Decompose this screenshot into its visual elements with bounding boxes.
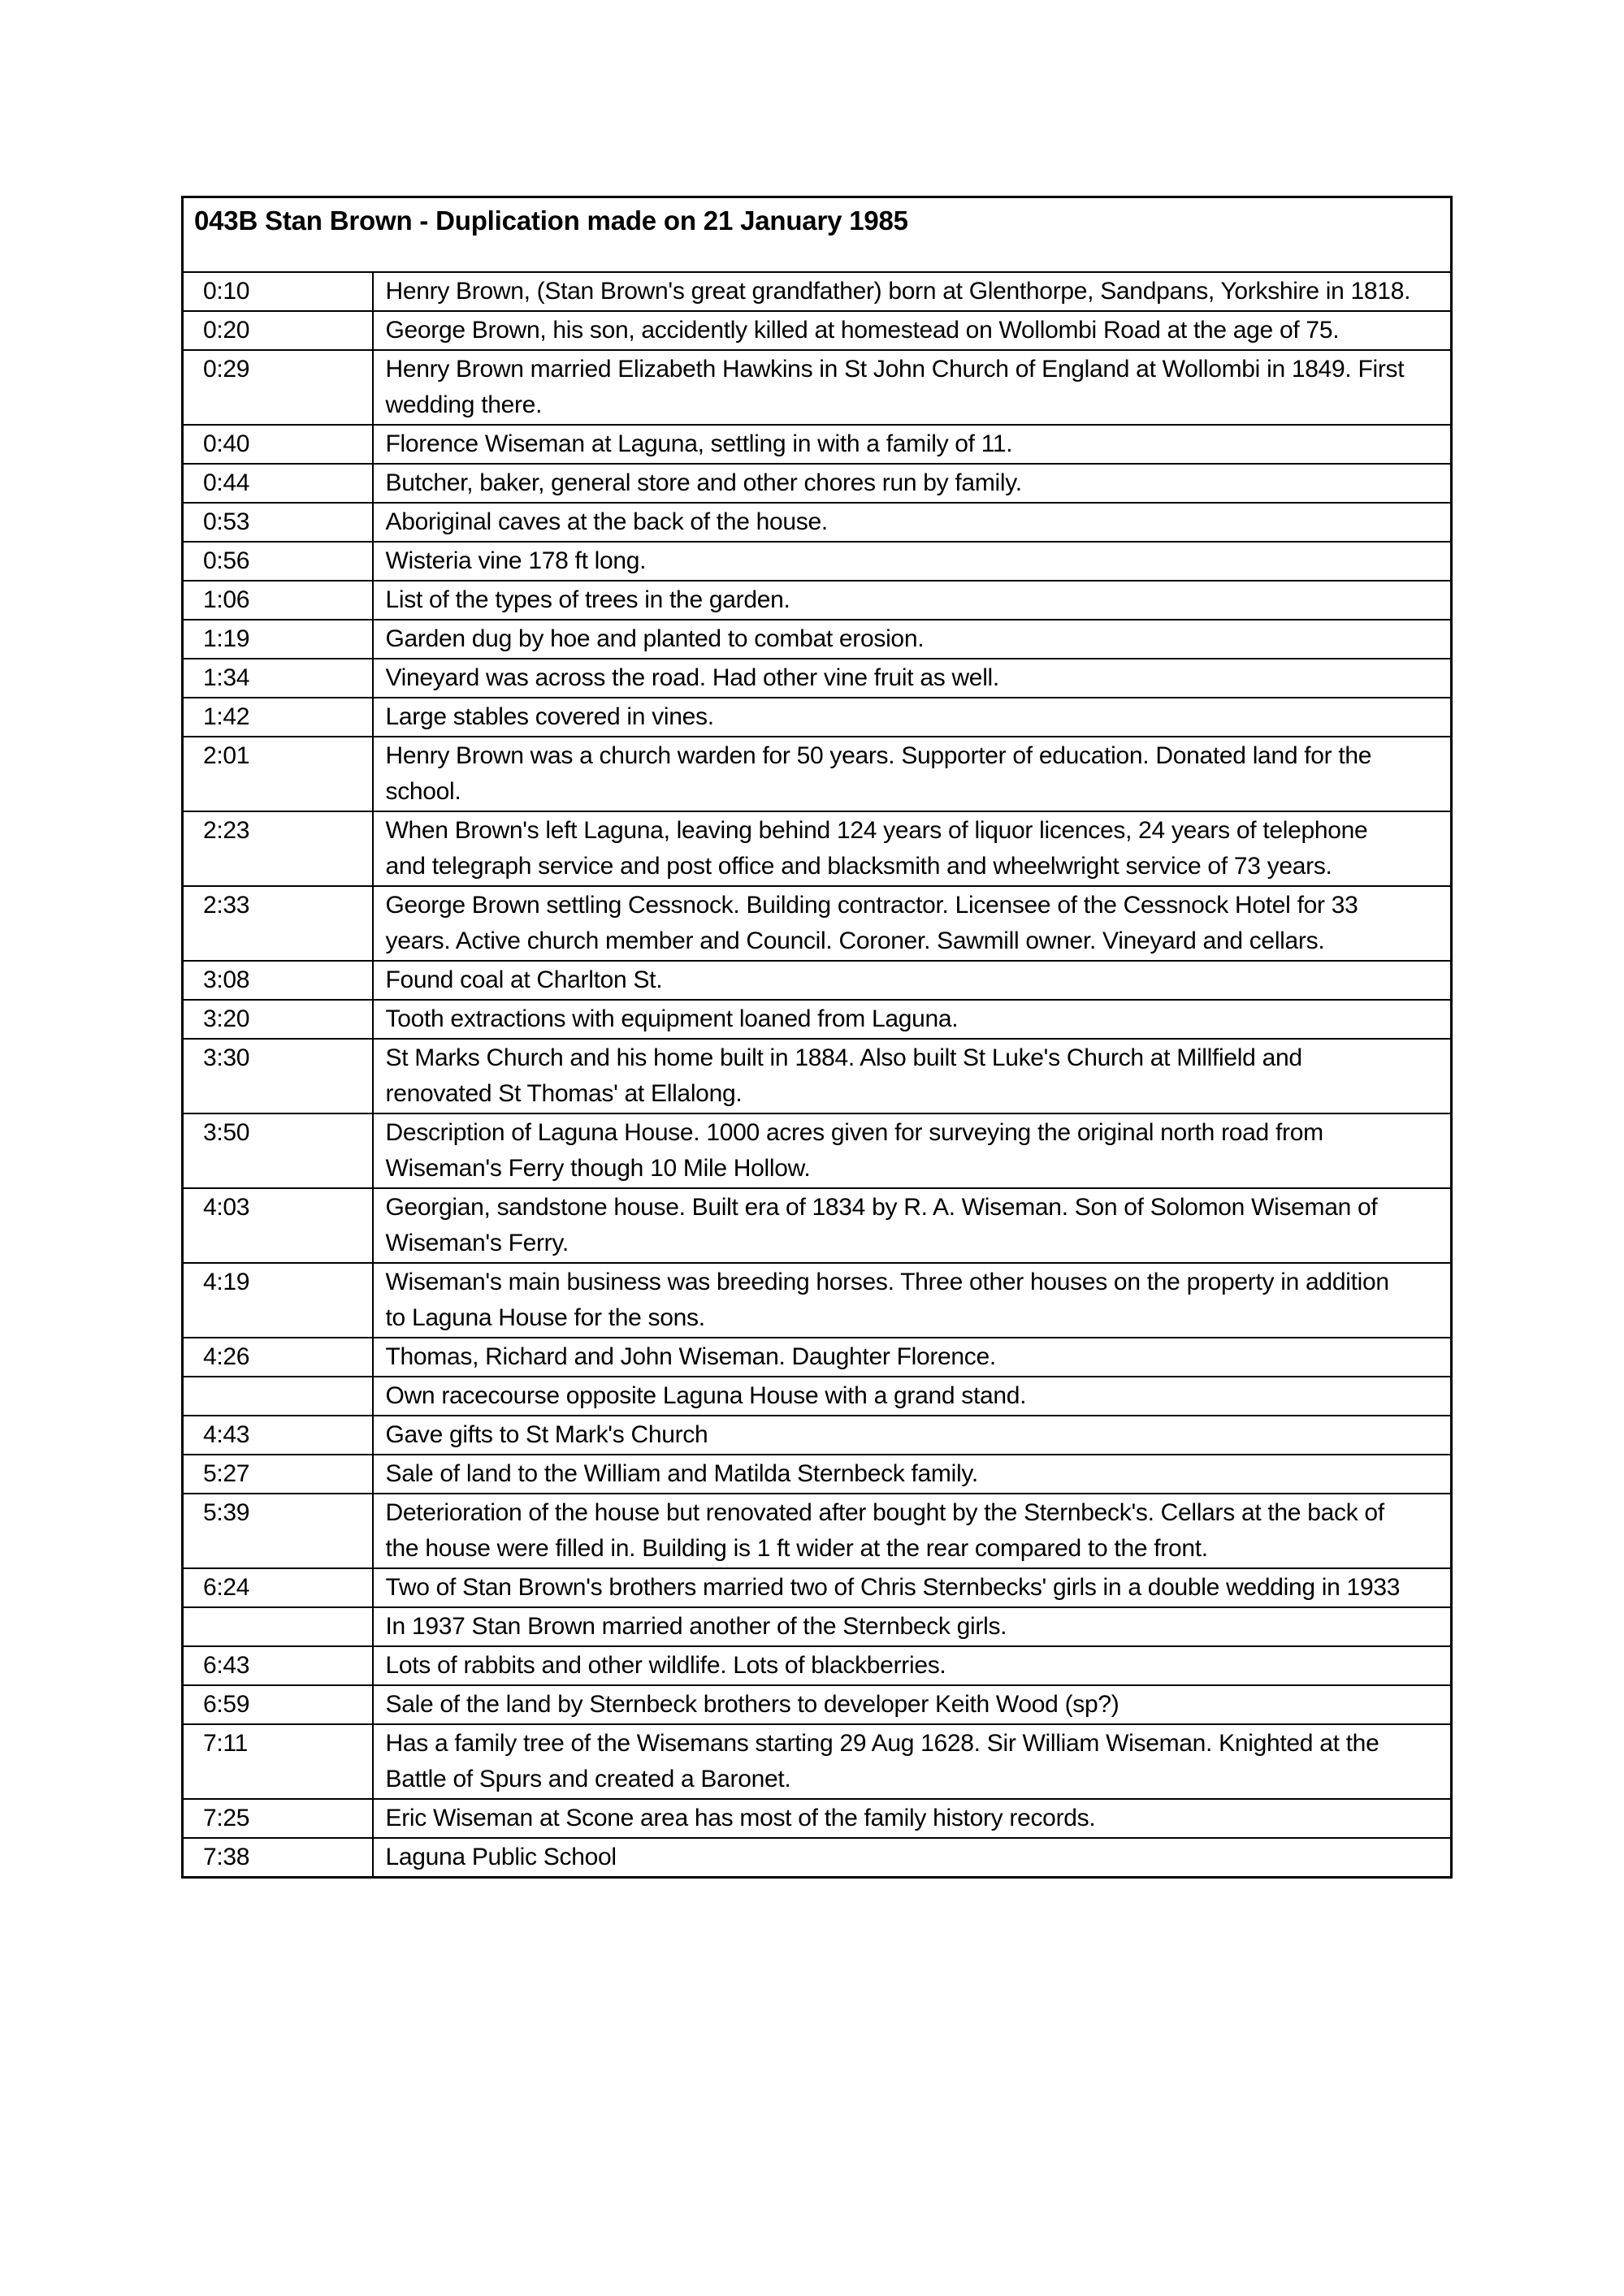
table-row xyxy=(183,503,1452,542)
description-cell: Own racecourse opposite Laguna House with a grand stand. xyxy=(373,1377,1452,1416)
table-row xyxy=(183,1039,1452,1113)
duplication-log-table xyxy=(181,196,1453,1879)
description-cell: Description of Laguna House. 1000 acres given for surveying the original north road from Wiseman's Ferry though 10 Mile Hollow. xyxy=(373,1113,1452,1188)
description-cell: Henry Brown married Elizabeth Hawkins in St John Church of England at Wollombi in 1849. First wedding there. xyxy=(373,350,1452,425)
timestamp-cell: 4:19 xyxy=(183,1263,373,1338)
description-cell: Georgian, sandstone house. Built era of 1834 by R. A. Wiseman. Son of Solomon Wiseman of Wiseman's Ferry. xyxy=(373,1188,1452,1263)
timestamp-cell: 0:29 xyxy=(183,350,373,425)
table-row xyxy=(183,1455,1452,1494)
description-cell: Vineyard was across the road. Had other vine fruit as well. xyxy=(373,659,1452,698)
timestamp-cell: 6:24 xyxy=(183,1568,373,1607)
description-cell: Two of Stan Brown's brothers married two of Chris Sternbecks' girls in a double wedding in 1933 xyxy=(373,1568,1452,1607)
timestamp-cell: 1:34 xyxy=(183,659,373,698)
table-row xyxy=(183,542,1452,581)
timestamp-cell: 2:23 xyxy=(183,811,373,886)
timestamp-cell: 0:53 xyxy=(183,503,373,542)
table-row xyxy=(183,1416,1452,1455)
timestamp-cell: 3:30 xyxy=(183,1039,373,1113)
table-row xyxy=(183,659,1452,698)
timestamp-cell: 4:03 xyxy=(183,1188,373,1263)
timestamp-cell: 0:20 xyxy=(183,311,373,350)
table-row xyxy=(183,1338,1452,1377)
timestamp-cell: 5:27 xyxy=(183,1455,373,1494)
table-row xyxy=(183,1113,1452,1188)
table-row xyxy=(183,311,1452,350)
timestamp-cell: 4:26 xyxy=(183,1338,373,1377)
description-cell: Lots of rabbits and other wildlife. Lots of blackberries. xyxy=(373,1646,1452,1685)
table-row xyxy=(183,1000,1452,1039)
table-row xyxy=(183,811,1452,886)
table-row xyxy=(183,1607,1452,1646)
timestamp-cell: 2:33 xyxy=(183,886,373,961)
timestamp-cell: 1:06 xyxy=(183,581,373,620)
description-cell: St Marks Church and his home built in 1884. Also built St Luke's Church at Millfield and renovated St Thomas' at Ellalong. xyxy=(373,1039,1452,1113)
timestamp-cell: 0:56 xyxy=(183,542,373,581)
description-cell: Aboriginal caves at the back of the house. xyxy=(373,503,1452,542)
description-cell: When Brown's left Laguna, leaving behind 124 years of liquor licences, 24 years of telephone and telegraph service and post office and blacksmith and wheelwright service of 73 years. xyxy=(373,811,1452,886)
table-row xyxy=(183,620,1452,659)
timestamp-cell: 1:42 xyxy=(183,698,373,737)
description-cell: Wisteria vine 178 ft long. xyxy=(373,542,1452,581)
description-cell: Laguna Public School xyxy=(373,1838,1452,1878)
table-row xyxy=(183,961,1452,1000)
description-cell: Deterioration of the house but renovated after bought by the Sternbeck's. Cellars at the back of the house were filled in. Building is 1 ft wider at the rear compared to the front. xyxy=(373,1494,1452,1568)
timestamp-cell: 3:08 xyxy=(183,961,373,1000)
description-cell: Large stables covered in vines. xyxy=(373,698,1452,737)
timestamp-cell xyxy=(183,1607,373,1646)
description-cell: In 1937 Stan Brown married another of the Sternbeck girls. xyxy=(373,1607,1452,1646)
table-row xyxy=(183,1838,1452,1878)
table-row xyxy=(183,886,1452,961)
table-row xyxy=(183,1377,1452,1416)
description-cell: Sale of the land by Sternbeck brothers to developer Keith Wood (sp?) xyxy=(373,1685,1452,1724)
table-header-row xyxy=(183,197,1452,273)
timestamp-cell: 4:43 xyxy=(183,1416,373,1455)
table-row xyxy=(183,581,1452,620)
table-row xyxy=(183,1494,1452,1568)
timestamp-cell: 0:44 xyxy=(183,464,373,503)
timestamp-cell: 6:43 xyxy=(183,1646,373,1685)
description-cell: Gave gifts to St Mark's Church xyxy=(373,1416,1452,1455)
description-cell: Has a family tree of the Wisemans starting 29 Aug 1628. Sir William Wiseman. Knighted at the Battle of Spurs and created a Baronet. xyxy=(373,1724,1452,1799)
timestamp-cell: 2:01 xyxy=(183,737,373,811)
description-cell: List of the types of trees in the garden. xyxy=(373,581,1452,620)
description-cell: Sale of land to the William and Matilda Sternbeck family. xyxy=(373,1455,1452,1494)
table-row xyxy=(183,1724,1452,1799)
description-cell: Florence Wiseman at Laguna, settling in with a family of 11. xyxy=(373,425,1452,464)
timestamp-cell: 7:38 xyxy=(183,1838,373,1878)
description-cell: Butcher, baker, general store and other chores run by family. xyxy=(373,464,1452,503)
description-cell: George Brown settling Cessnock. Building contractor. Licensee of the Cessnock Hotel for 33 years. Active church member and Council. Coroner. Sawmill owner. Vineyard and cellars. xyxy=(373,886,1452,961)
table-row xyxy=(183,1685,1452,1724)
table-row xyxy=(183,272,1452,311)
timestamp-cell xyxy=(183,1377,373,1416)
timestamp-cell: 1:19 xyxy=(183,620,373,659)
table-body xyxy=(183,197,1452,1878)
description-cell: Tooth extractions with equipment loaned from Laguna. xyxy=(373,1000,1452,1039)
description-cell: Garden dug by hoe and planted to combat erosion. xyxy=(373,620,1452,659)
table-row xyxy=(183,1568,1452,1607)
table-row xyxy=(183,1799,1452,1838)
timestamp-cell: 0:10 xyxy=(183,272,373,311)
table-row xyxy=(183,350,1452,425)
timestamp-cell: 6:59 xyxy=(183,1685,373,1724)
timestamp-cell: 0:40 xyxy=(183,425,373,464)
table-row xyxy=(183,737,1452,811)
table-row xyxy=(183,1188,1452,1263)
timestamp-cell: 3:50 xyxy=(183,1113,373,1188)
timestamp-cell: 7:11 xyxy=(183,1724,373,1799)
description-cell: Wiseman's main business was breeding horses. Three other houses on the property in addition to Laguna House for the sons. xyxy=(373,1263,1452,1338)
timestamp-cell: 5:39 xyxy=(183,1494,373,1568)
table-row xyxy=(183,464,1452,503)
description-cell: Henry Brown, (Stan Brown's great grandfather) born at Glenthorpe, Sandpans, Yorkshire in 1818. xyxy=(373,272,1452,311)
table-row xyxy=(183,1646,1452,1685)
table-row xyxy=(183,1263,1452,1338)
description-cell: George Brown, his son, accidently killed at homestead on Wollombi Road at the age of 75. xyxy=(373,311,1452,350)
description-cell: Found coal at Charlton St. xyxy=(373,961,1452,1000)
timestamp-cell: 7:25 xyxy=(183,1799,373,1838)
document-title: 043B Stan Brown - Duplication made on 21 January 1985 xyxy=(183,197,1452,273)
timestamp-cell: 3:20 xyxy=(183,1000,373,1039)
description-cell: Eric Wiseman at Scone area has most of the family history records. xyxy=(373,1799,1452,1838)
description-cell: Henry Brown was a church warden for 50 years. Supporter of education. Donated land for the school. xyxy=(373,737,1452,811)
table-row xyxy=(183,425,1452,464)
table-row xyxy=(183,698,1452,737)
description-cell: Thomas, Richard and John Wiseman. Daughter Florence. xyxy=(373,1338,1452,1377)
